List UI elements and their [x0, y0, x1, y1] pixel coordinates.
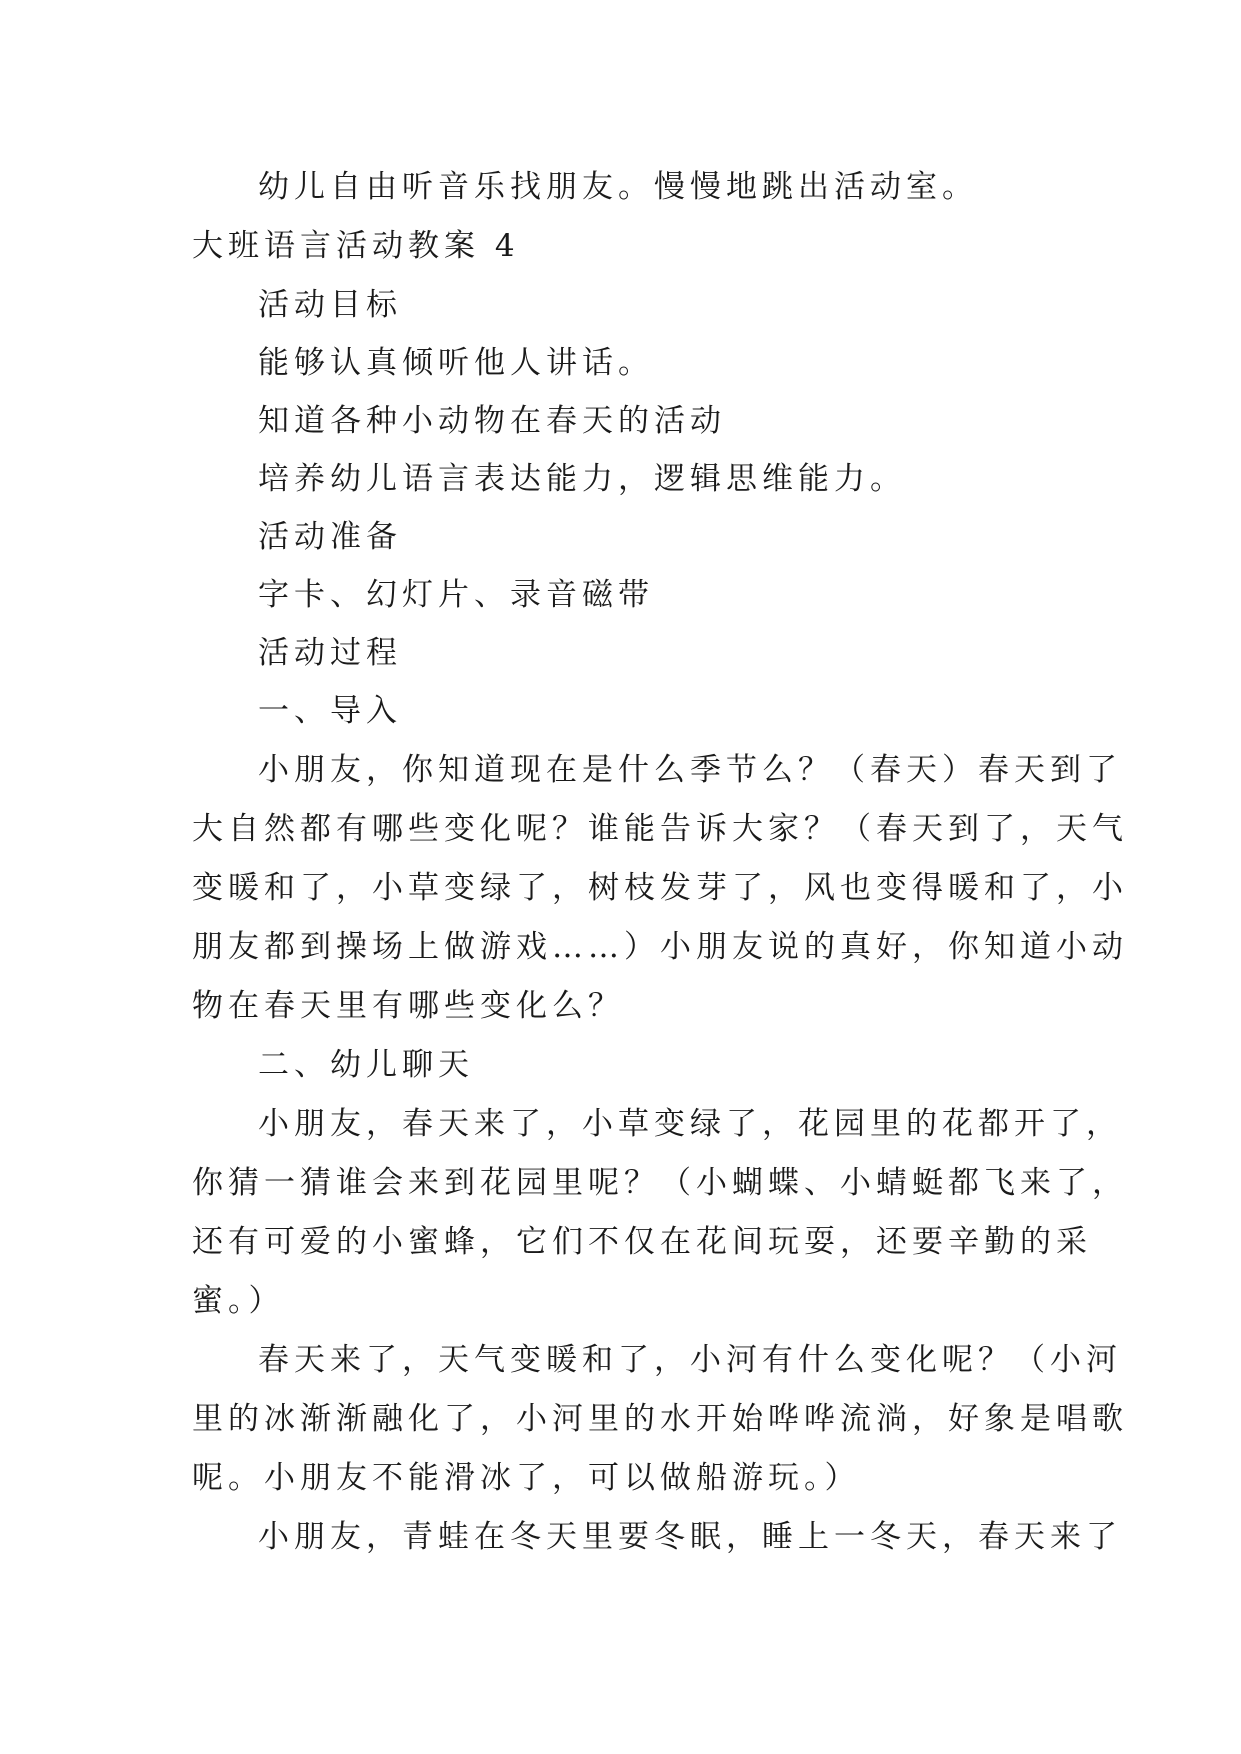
paragraph-line: 字卡、幻灯片、录音磁带	[258, 577, 654, 613]
paragraph-line: 变暖和了，小草变绿了，树枝发芽了，风也变得暖和了，小	[192, 870, 1128, 906]
paragraph-line: 还有可爱的小蜜蜂，它们不仅在花间玩耍，还要辛勤的采	[192, 1224, 1092, 1260]
paragraph-line: 里的冰渐渐融化了，小河里的水开始哗哗流淌，好象是唱歌	[192, 1401, 1128, 1437]
subheading-activity-preparation: 活动准备	[258, 519, 402, 555]
paragraph-line: 朋友都到操场上做游戏……）小朋友说的真好，你知道小动	[192, 929, 1128, 965]
section-heading: 大班语言活动教案 4	[192, 228, 520, 264]
subheading-activity-goals: 活动目标	[258, 287, 402, 323]
paragraph-line: 春天来了，天气变暖和了，小河有什么变化呢？（小河	[258, 1342, 1122, 1378]
paragraph-line: 物在春天里有哪些变化么？	[192, 988, 624, 1024]
paragraph-line: 小朋友，青蛙在冬天里要冬眠，睡上一冬天，春天来了	[258, 1519, 1122, 1555]
paragraph-line: 你猜一猜谁会来到花园里呢？（小蝴蝶、小蜻蜓都飞来了，	[192, 1165, 1128, 1201]
subheading-introduction: 一、导入	[258, 693, 402, 729]
subheading-children-chat: 二、幼儿聊天	[258, 1047, 474, 1083]
paragraph-line: 能够认真倾听他人讲话。	[258, 345, 654, 381]
paragraph-line: 小朋友，你知道现在是什么季节么？（春天）春天到了	[258, 752, 1122, 788]
paragraph-line: 幼儿自由听音乐找朋友。慢慢地跳出活动室。	[258, 169, 978, 205]
paragraph-line: 小朋友，春天来了，小草变绿了，花园里的花都开了，	[258, 1106, 1122, 1142]
paragraph-line: 蜜。）	[192, 1283, 285, 1319]
paragraph-line: 呢。小朋友不能滑冰了，可以做船游玩。）	[192, 1460, 861, 1496]
paragraph-line: 大自然都有哪些变化呢？谁能告诉大家？（春天到了，天气	[192, 811, 1128, 847]
paragraph-line: 知道各种小动物在春天的活动	[258, 403, 726, 439]
paragraph-line: 培养幼儿语言表达能力，逻辑思维能力。	[258, 461, 906, 497]
subheading-activity-process: 活动过程	[258, 635, 402, 671]
